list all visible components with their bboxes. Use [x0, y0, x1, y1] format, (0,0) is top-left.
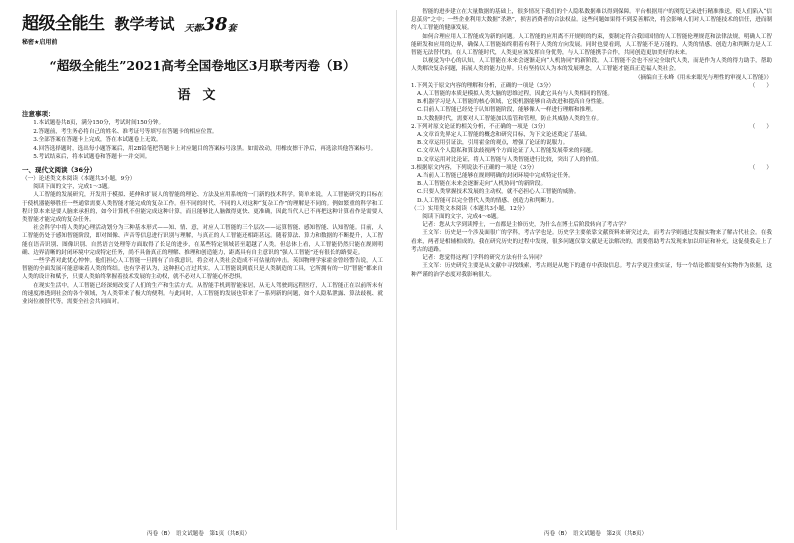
option-d: D.文章运用对比论证，将人工智能与人类智能进行比较，突出了人的价值。	[417, 156, 603, 163]
interview-paragraph: 王文军：历史是一个涉及面很广的学科，考古学也是。历史学主要依靠文献资料来研究过去，而考古学则通过发掘实物来了解古代社会。在我看来，两者是相辅相成的。我在研究历史的过程中发现，很多问题仅靠文献是无法解决的，需要借助考古发现来加以印证和补充，这促使我走上了考古的道路。	[411, 230, 772, 253]
option-c: C.只要人类掌握技术发展的主动权，就不必担心人工智能的威胁。	[417, 189, 580, 196]
section-heading: 一、现代文阅读（36分）	[22, 165, 97, 174]
brand-header	[22, 8, 383, 34]
answer-bracket: （ ）	[749, 82, 772, 89]
page-footer: 丙卷（B） 语文试题卷 第2页（共8页）	[543, 531, 648, 537]
reading-instruction: 阅读下面的文字，完成1～3题。	[33, 184, 114, 191]
note-item: 1.本试题卷共8页，满分150分，考试时间150分钟。	[33, 120, 165, 126]
interview-paragraph: 王文军：历史研究主要是从文献中寻找线索，考古则是从地下的遗存中获取信息。考古学更注重实证，每一个结论都需要有实物作为依据，这种严谨的治学态度对我影响很大。	[411, 263, 772, 278]
passage-paragraph: 在现实生活中，人工智能已经深刻改变了人们的生产和生活方式。从智能手机到智能家居，从无人驾驶到远程医疗，人工智能正在以前所未有的速度渗透到社会的各个领域，为人类带来了极大的便利。与此同时，人工智能的发展也带来了一系列新的问题，如个人隐私泄露、算法歧视、就业岗位被替代等，需要全社会共同面对。	[22, 282, 383, 306]
notes-heading: 注意事项：	[22, 110, 55, 118]
note-item: 2.答题前，考生务必将自己的姓名、准考证号等填写在答题卡的相应位置。	[33, 128, 218, 135]
option-b: B.机器学习是人工智能的核心领域，它使机器能够自动改进和提高自身性能。	[417, 99, 608, 106]
option-c: C.文章从个人隐私和算法歧视两个方面论证了人工智能发展带来的问题。	[417, 148, 597, 155]
option-a: A.文章首先界定人工智能的概念和研究目标，为下文论述奠定了基础。	[417, 132, 591, 139]
page-footer: 丙卷（B） 语文试题卷 第1页（共8页）	[146, 531, 251, 537]
passage-paragraph: 一些学者对此忧心忡忡。他们担心人工智能一旦拥有了自我意识，将会对人类社会造成不可估量的冲击。英国物理学家霍金曾经警告说，人工智能的全面发展可能意味着人类的终结。也有学者认为，这种担心言过其实。人工智能说到底只是人类制造的工具，它所拥有的一切“智能”都来自人类的设计和赋予，只要人类始终掌握着技术发展的主动权，就不必对人工智能心怀恐惧。	[22, 258, 383, 281]
option-b: B.文章运用引证法，引用霍金的观点，增强了论证的说服力。	[417, 140, 569, 147]
answer-bracket: （ ）	[749, 164, 772, 171]
brand-sub: 教学考试	[114, 15, 175, 33]
option-d: D.大数据时代，需要对人工智能加以监管和管理，防止其威胁人类的生存。	[417, 115, 603, 122]
interview-paragraph: 记者：您觉得这两门学科的研究方法有什么异同？	[422, 255, 546, 262]
brand-logo-suffix: 套	[227, 24, 237, 34]
question-stem: 2.下列对原文论证的相关分析，不正确的一项是（3分）	[411, 123, 549, 130]
option-a: A.人工智能的本质是模拟人类大脑的思维过程，因此它具有与人类相同的智能。	[417, 91, 614, 98]
subsection-heading: （一）论述类文本阅读（本题共3小题，9分）	[22, 175, 136, 182]
source-citation: （摘编自王永峰《用未来眼光与理性的审视人工智能》）	[634, 74, 772, 81]
brand-logo-text: 天都	[184, 24, 203, 34]
passage-paragraph: 如何合理应用人工智能成为新的问题。人工智能的应用离不开规则的约束，要制定符合我国国情的人工智能伦理规范和法律法规，明确人工智能研发和应用的边界，确保人工智能始终朝着有利于人类的方向发展。同时也要看到，人工智能不是万能的，人类的情感、创造力和判断力是人工智能无法替代的。在人工智能时代，人类更应该发挥自身优势，与人工智能携手合作，共同创造更加美好的未来。	[411, 33, 772, 57]
right-page	[397, 0, 794, 543]
note-item: 5.考试结束后，将本试题卷和答题卡一并交回。	[33, 154, 151, 161]
option-a: A.当前人工智能已能够在规则明确的封闭环境中完成特定任务。	[417, 173, 574, 180]
brand-main: 超级全能生	[22, 14, 105, 34]
exam-title: “超级全能生”2021高考全国卷地区3月联考丙卷（B）	[49, 58, 356, 73]
passage-paragraph: 以视觉为中心的认知，人工智能在未来会逐渐走向“人机协同”的新阶段。人工智能不会也不应完全取代人类，而是作为人类的得力助手，帮助人类解决复杂问题，拓展人类的能力边界。只有坚持以人为本的发展理念，人工智能才能真正造福人类社会。	[411, 58, 772, 73]
interview-paragraph: 记者：您从大学到读博士，一直都是主修历史，为什么在博士后阶段转向了考古学？	[422, 222, 630, 229]
brand-logo	[185, 16, 237, 34]
secret-label: 秘密★启用前	[22, 39, 58, 46]
passage-paragraph: 人工智能的发展研究，开发用于模拟、延伸和扩展人的智能的理论、方法及应用系统的一门新的技术科学。简单来说，人工智能研究的目标在于使机器能够胜任一些通常需要人类智能才能完成的复杂工作。但不同的时代、不同的人对这种“复杂工作”的理解是不同的。例如繁重的科学和工程计算本来是要人脑来承担的，如今计算机不但能完成这种计算，而且能够比人脑做得更快、更准确，因此当代人已不再把这种计算看作是需要人类智能才能完成的复杂任务。	[22, 192, 383, 223]
note-item: 4.回答选择题时，选出每小题答案后，用2B铅笔把答题卡上对应题目的答案标号涂黑。如需改动，用橡皮擦干净后，再选涂其他答案标号。	[33, 145, 377, 152]
question-1	[411, 82, 772, 123]
brand-logo-num: 38	[202, 14, 228, 35]
reading-instruction: 阅读下面的文字，完成4～6题。	[422, 214, 503, 221]
option-b: B.人工智能在未来会逐渐走向“人机协同”的新阶段。	[417, 181, 547, 188]
subject-title: 语文	[177, 88, 228, 103]
note-item: 3.全部答案在答题卡上完成，答在本试题卷上无效。	[33, 137, 162, 144]
question-stem: 3.根据原文内容，下列说法不正确的一项是（3分）	[411, 164, 538, 171]
option-c: C.目前人工智能已经处于认知智能阶段，能够像人一样进行理解和推理。	[417, 107, 597, 114]
passage-paragraph: 社会科学中将人类的心理活动划分为三种基本形式——知、情、意，对应人工智能的三个层次——运算智能、感知智能、认知智能。目前，人工智能仍处于感知智能阶段，即对图像、声音等信息进行识别与理解，与真正的人工智能还相距甚远。随着算法、算力和数据的不断提升，人工智能在语音识别、图像识别、自然语言处理等方面取得了长足的进步，在某些特定领域甚至超越了人类。但总体上看，人工智能仍然只能在规则明确、边界清晰的封闭环境中完成特定任务，尚不具备真正的理解、推理和创造能力，距离具有自主意识的“强人工智能”还有很长的路要走。	[22, 225, 383, 256]
answer-bracket: （ ）	[749, 123, 772, 130]
option-d: D.人工智能可以完全替代人类的情感、创造力和判断力。	[417, 197, 558, 204]
question-stem: 1.下列关于原文内容的理解和分析，正确的一项是（3分）	[411, 82, 555, 89]
subsection-heading: （二）实用类文本阅读（本题共3小题，12分）	[411, 205, 528, 212]
notes-block	[22, 109, 383, 162]
question-3	[411, 164, 772, 205]
question-2	[411, 123, 772, 164]
passage-paragraph: 智能的进步建立在大量数据的基础上，很多情况下我们的个人隐私数据难以得到保障。平台根据用户的浏览记录进行精准推送，使人们陷入“信息茧房”之中；一些企业利用大数据“杀熟”，损害消费者的合法权益。这些问题如果得不到妥善解决，将会影响人们对人工智能技术的信任，进而制约人工智能的健康发展。	[411, 9, 772, 32]
